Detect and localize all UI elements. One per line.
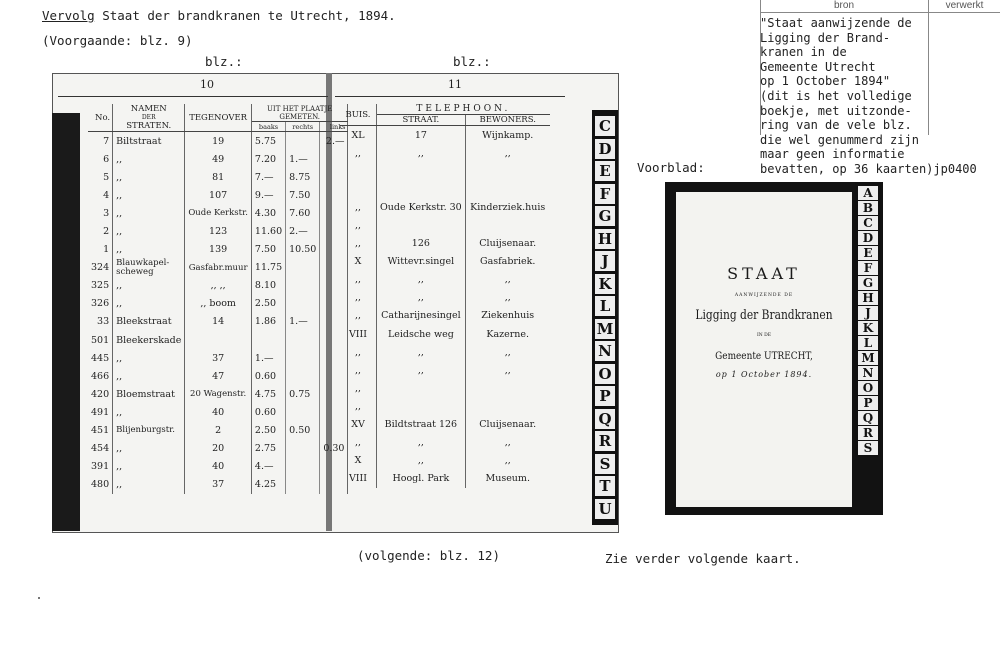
table-row	[340, 379, 550, 397]
blz-label-left: blz.:	[205, 54, 243, 69]
table-row	[340, 361, 550, 379]
row-baaks: 1.86	[251, 313, 285, 331]
row-rechts: 8.75	[286, 168, 320, 186]
row-buis	[340, 162, 377, 180]
cover-label: Voorblad:	[637, 160, 705, 175]
row-buis: ,,	[340, 343, 377, 361]
book-edge-shadow	[52, 113, 80, 531]
row-no: 480	[88, 476, 113, 494]
row-rechts	[286, 349, 320, 367]
row-buis: X	[340, 452, 377, 470]
row-phone-street: Oude Kerkstr. 30	[377, 198, 466, 216]
row-street: ,,	[113, 476, 185, 494]
row-opposite: 49	[185, 150, 252, 168]
row-buis	[340, 180, 377, 198]
col-straat-header: STRAAT.	[377, 115, 466, 126]
cover-in-de: IN DE	[756, 333, 772, 338]
row-residents	[465, 216, 550, 234]
row-rechts	[286, 476, 320, 494]
row-phone-street: ,,	[377, 289, 466, 307]
row-buis: VIII	[340, 325, 377, 343]
row-baaks: 8.10	[251, 277, 285, 295]
row-no: 445	[88, 349, 113, 367]
cover-tab-letter: B	[858, 201, 878, 215]
table-row	[88, 204, 348, 222]
row-street: ,,	[113, 403, 185, 421]
table-row	[88, 385, 348, 403]
row-buis: ,,	[340, 216, 377, 234]
row-phone-street	[377, 162, 466, 180]
cover-date: op 1 October 1894.	[715, 370, 813, 379]
table-row	[340, 434, 550, 452]
tab-letter: U	[595, 499, 615, 519]
row-rechts	[286, 403, 320, 421]
table-row	[340, 452, 550, 470]
row-baaks: 7.20	[251, 150, 285, 168]
col-tegenover-header: TEGENOVER	[185, 104, 252, 132]
cover-tab-letter: N	[858, 366, 878, 380]
straten-label: STRATEN.	[126, 121, 172, 131]
col-links-header: links	[320, 122, 348, 132]
row-street: ,,	[113, 186, 185, 204]
row-street: ,,	[113, 204, 185, 222]
row-opposite: 37	[185, 476, 252, 494]
table-row	[88, 440, 348, 458]
row-opposite: 40	[185, 403, 252, 421]
row-opposite: 47	[185, 367, 252, 385]
table-row	[340, 343, 550, 361]
table-row	[88, 222, 348, 240]
table-row	[88, 277, 348, 295]
hydrant-table-left	[88, 104, 348, 494]
table-row	[340, 470, 550, 488]
cover-tab-letter: R	[858, 426, 878, 440]
row-buis: ,,	[340, 271, 377, 289]
row-opposite: ,, ,,	[185, 277, 252, 295]
tab-letter: Q	[595, 409, 615, 429]
row-opposite: 20	[185, 440, 252, 458]
row-residents: ,,	[504, 292, 511, 304]
tab-letter: E	[595, 161, 615, 181]
table-row	[88, 241, 348, 259]
row-rechts: 7.60	[286, 204, 320, 222]
row-no: 2	[88, 222, 113, 240]
row-phone-street: 126	[377, 235, 466, 253]
bron-header: bron	[760, 0, 929, 13]
tab-letter: J	[595, 251, 615, 271]
row-no: 33	[88, 313, 113, 331]
row-baaks: 7.50	[251, 241, 285, 259]
row-rechts: 1.—	[286, 313, 320, 331]
cover-tab-letter: P	[858, 396, 878, 410]
alphabet-tab-strip	[592, 110, 618, 525]
scan-dot	[38, 597, 40, 599]
row-street: Bleekstraat	[113, 313, 185, 331]
tab-letter: D	[595, 139, 615, 159]
row-phone-street: Hoogl. Park	[377, 470, 466, 488]
page-number-right: 11	[448, 78, 462, 91]
row-baaks: 11.60	[251, 222, 285, 240]
table-row	[340, 253, 550, 271]
table-row	[88, 168, 348, 186]
row-no: 501	[88, 331, 113, 349]
table-row	[340, 216, 550, 234]
col-telephoon-header: TELEPHOON.	[377, 104, 550, 115]
row-residents: ,,	[504, 364, 511, 376]
row-phone-street	[377, 180, 466, 198]
row-phone-street: Wittevr.singel	[377, 253, 466, 271]
table-row	[340, 126, 550, 145]
row-opposite: 19	[185, 132, 252, 151]
next-page-reference: (volgende: blz. 12)	[357, 548, 500, 563]
row-street: Bloemstraat	[113, 385, 185, 403]
row-phone-street: 17	[377, 126, 466, 145]
row-no: 420	[88, 385, 113, 403]
page-rule-left	[58, 96, 328, 97]
verwerkt-header: verwerkt	[929, 0, 1000, 13]
table-row	[340, 307, 550, 325]
row-rechts	[286, 132, 320, 151]
table-row	[88, 259, 348, 277]
row-opposite: 107	[185, 186, 252, 204]
row-no: 326	[88, 295, 113, 313]
row-rechts	[286, 295, 320, 313]
row-residents	[465, 397, 550, 415]
tab-letter: T	[595, 476, 615, 496]
table-row	[340, 180, 550, 198]
row-street: ,,	[113, 241, 185, 259]
namen-label: NAMEN	[130, 104, 167, 114]
row-street: ,,	[113, 295, 185, 313]
table-row	[340, 144, 550, 162]
row-residents: Cluijsenaar.	[479, 238, 537, 250]
table-row	[340, 289, 550, 307]
row-phone-street: ,,	[377, 343, 466, 361]
row-buis: ,,	[340, 307, 377, 325]
row-residents: Cluijsenaar.	[479, 419, 537, 431]
row-buis: ,,	[340, 289, 377, 307]
row-baaks: 1.—	[251, 349, 285, 367]
table-row	[88, 476, 348, 494]
row-rechts	[286, 458, 320, 476]
cover-tab-letter: A	[858, 186, 878, 200]
row-opposite: 40	[185, 458, 252, 476]
row-links: 0.30	[320, 440, 348, 458]
cover-tab-letter: D	[858, 231, 878, 245]
row-opposite: Oude Kerkstr.	[185, 204, 252, 222]
row-no: 391	[88, 458, 113, 476]
table-row	[88, 403, 348, 421]
row-no: 6	[88, 150, 113, 168]
col-namen-header	[113, 104, 185, 132]
row-street: ,,	[113, 168, 185, 186]
table-row	[88, 349, 348, 367]
row-street: ,,	[113, 222, 185, 240]
cover-tab-letter: M	[858, 351, 878, 365]
row-no: 7	[88, 132, 113, 151]
row-opposite	[185, 331, 252, 349]
row-baaks	[251, 331, 285, 349]
table-row	[88, 422, 348, 440]
table-row	[88, 367, 348, 385]
row-residents: ,,	[504, 147, 511, 159]
table-row	[88, 331, 348, 349]
col-plaatje-header: UIT HET PLAATJE GEMETEN.	[251, 104, 348, 122]
row-no: 4	[88, 186, 113, 204]
tab-letter: L	[595, 296, 615, 316]
table-row	[340, 416, 550, 434]
row-phone-street: ,,	[377, 144, 466, 162]
cover-tab-letter: Q	[858, 411, 878, 425]
row-baaks: 0.60	[251, 367, 285, 385]
row-no: 491	[88, 403, 113, 421]
row-rechts: 7.50	[286, 186, 320, 204]
row-street: Blijenburgstr.	[113, 422, 185, 440]
row-baaks: 2.75	[251, 440, 285, 458]
row-no: 5	[88, 168, 113, 186]
row-baaks: 0.60	[251, 403, 285, 421]
row-buis: X	[340, 253, 377, 271]
page-number-left: 10	[200, 78, 214, 91]
row-buis: XV	[340, 416, 377, 434]
col-bewoners-header: BEWONERS.	[465, 115, 550, 126]
row-phone-street: ,,	[377, 452, 466, 470]
row-baaks: 5.75	[251, 132, 285, 151]
col-baaks-header: baaks	[251, 122, 285, 132]
col-no-header: No.	[88, 104, 113, 132]
row-buis: ,,	[340, 397, 377, 415]
row-phone-street	[377, 216, 466, 234]
col-buis-header: BUIS.	[340, 104, 377, 126]
blz-label-right: blz.:	[453, 54, 491, 69]
row-buis: ,,	[340, 434, 377, 452]
tab-letter: G	[595, 206, 615, 226]
table-row	[88, 186, 348, 204]
row-residents: ,,	[504, 455, 511, 467]
row-residents: Kazerne.	[486, 328, 530, 340]
cover-photo	[665, 182, 883, 515]
row-baaks: 2.50	[251, 295, 285, 313]
title-rest: Staat der brandkranen te Utrecht, 1894.	[94, 8, 396, 23]
source-description: "Staat aanwijzende de Ligging der Brand- kranen in de Gemeente Utrecht op 1 October 1894" (dit is het volledige boekje, met uitzonde- ring van de vele blz. die wel genummerd zijn maar geen informatie bevatten, op 36 kaarten)jp0400	[760, 16, 977, 176]
tab-letter: R	[595, 431, 615, 451]
cover-tab-letter: K	[858, 321, 878, 335]
tab-letter: F	[595, 184, 615, 204]
table-row	[88, 295, 348, 313]
row-baaks: 4.75	[251, 385, 285, 403]
tab-letter: P	[595, 386, 615, 406]
table-row	[88, 313, 348, 331]
row-baaks: 4.25	[251, 476, 285, 494]
page-rule-right	[335, 96, 565, 97]
row-street: ,,	[113, 277, 185, 295]
row-rechts	[286, 259, 320, 277]
table-row	[340, 325, 550, 343]
row-opposite: 2	[185, 422, 252, 440]
row-no: 324	[88, 259, 113, 277]
cover-tab-letter: H	[858, 291, 878, 305]
row-residents: ,,	[504, 437, 511, 449]
cover-staat: STAAT	[727, 264, 801, 283]
row-no: 451	[88, 422, 113, 440]
cover-tab-letter: C	[858, 216, 878, 230]
row-phone-street: Leidsche weg	[377, 325, 466, 343]
tab-letter: H	[595, 229, 615, 249]
tab-letter: K	[595, 274, 615, 294]
row-residents	[465, 180, 550, 198]
table-row	[340, 271, 550, 289]
table-row	[88, 458, 348, 476]
row-street: ,,	[113, 150, 185, 168]
cover-tab-letter: J	[858, 306, 878, 320]
row-street: Blauwkapel-scheweg	[113, 259, 185, 277]
row-buis: ,,	[340, 198, 377, 216]
cover-tab-letter: O	[858, 381, 878, 395]
row-residents: Museum.	[485, 473, 530, 485]
row-street: Biltstraat	[113, 132, 185, 151]
row-rechts	[286, 367, 320, 385]
row-buis: ,,	[340, 379, 377, 397]
row-street: ,,	[113, 367, 185, 385]
row-baaks: 4.30	[251, 204, 285, 222]
row-baaks: 2.50	[251, 422, 285, 440]
cover-gemeente: Gemeente UTRECHT,	[715, 350, 813, 362]
der-label: DER	[141, 114, 156, 121]
row-street: ,,	[113, 440, 185, 458]
see-map-note: Zie verder volgende kaart.	[605, 551, 801, 566]
table-row	[340, 162, 550, 180]
row-opposite: 81	[185, 168, 252, 186]
row-street: ,,	[113, 349, 185, 367]
row-residents: Wijnkamp.	[482, 129, 534, 141]
table-row	[88, 150, 348, 168]
row-opposite: 139	[185, 241, 252, 259]
cover-aanwijzende: AANWIJZENDE DE	[734, 293, 794, 298]
row-phone-street: ,,	[377, 271, 466, 289]
row-no: 1	[88, 241, 113, 259]
cover-tab-letter: F	[858, 261, 878, 275]
row-links: 2.—	[320, 132, 348, 151]
table-row	[340, 235, 550, 253]
row-rechts: 0.75	[286, 385, 320, 403]
row-baaks: 7.—	[251, 168, 285, 186]
row-buis: ,,	[340, 144, 377, 162]
row-opposite: Gasfabr.muur	[185, 259, 252, 277]
row-phone-street: ,,	[377, 434, 466, 452]
row-rechts: 1.—	[286, 150, 320, 168]
row-no: 454	[88, 440, 113, 458]
row-phone-street	[377, 379, 466, 397]
row-opposite: 123	[185, 222, 252, 240]
table-row	[88, 132, 348, 151]
cover-tab-letter: L	[858, 336, 878, 350]
cover-ligging: Ligging der Brandkranen	[695, 308, 833, 323]
row-baaks: 4.—	[251, 458, 285, 476]
cover-tab-letter: E	[858, 246, 878, 260]
row-no: 466	[88, 367, 113, 385]
row-buis: ,,	[340, 361, 377, 379]
table-row	[340, 198, 550, 216]
row-rechts	[286, 277, 320, 295]
cover-alphabet-tabs	[855, 182, 881, 457]
row-street: ,,	[113, 458, 185, 476]
previous-page-reference: (Voorgaande: blz. 9)	[42, 33, 193, 48]
row-rechts: 10.50	[286, 241, 320, 259]
tab-letter: O	[595, 364, 615, 384]
tab-letter: C	[595, 116, 615, 136]
title-underlined: Vervolg	[42, 8, 95, 23]
row-baaks: 9.—	[251, 186, 285, 204]
row-opposite: 14	[185, 313, 252, 331]
tab-letter: N	[595, 341, 615, 361]
row-buis: VIII	[340, 470, 377, 488]
row-residents	[465, 162, 550, 180]
row-residents: Kinderziek.huis	[470, 201, 546, 213]
cover-tab-letter: G	[858, 276, 878, 290]
row-phone-street: ,,	[377, 361, 466, 379]
tab-letter: S	[595, 454, 615, 474]
row-baaks: 11.75	[251, 259, 285, 277]
row-residents	[465, 379, 550, 397]
row-rechts	[286, 331, 320, 349]
col-rechts-header: rechts	[286, 122, 320, 132]
row-residents: Gasfabriek.	[480, 256, 536, 268]
cover-tab-letter: S	[858, 441, 878, 455]
row-rechts: 0.50	[286, 422, 320, 440]
row-no: 325	[88, 277, 113, 295]
row-rechts	[286, 440, 320, 458]
row-buis: XL	[340, 126, 377, 145]
row-residents: ,,	[504, 346, 511, 358]
row-phone-street: Catharijnesingel	[377, 307, 466, 325]
row-opposite: 37	[185, 349, 252, 367]
row-opposite: ,, boom	[185, 295, 252, 313]
document-title	[42, 8, 396, 23]
row-opposite: 20 Wagenstr.	[185, 385, 252, 403]
tab-letter: M	[596, 319, 614, 338]
telephone-table-right	[340, 104, 550, 488]
row-no: 3	[88, 204, 113, 222]
row-street: Bleekerskade	[113, 331, 185, 349]
cover-page	[676, 192, 852, 507]
row-residents: ,,	[504, 274, 511, 286]
row-buis: ,,	[340, 235, 377, 253]
row-rechts: 2.—	[286, 222, 320, 240]
row-phone-street	[377, 397, 466, 415]
row-residents: Ziekenhuis	[481, 310, 535, 322]
table-row	[340, 397, 550, 415]
row-phone-street: Bildtstraat 126	[377, 416, 466, 434]
